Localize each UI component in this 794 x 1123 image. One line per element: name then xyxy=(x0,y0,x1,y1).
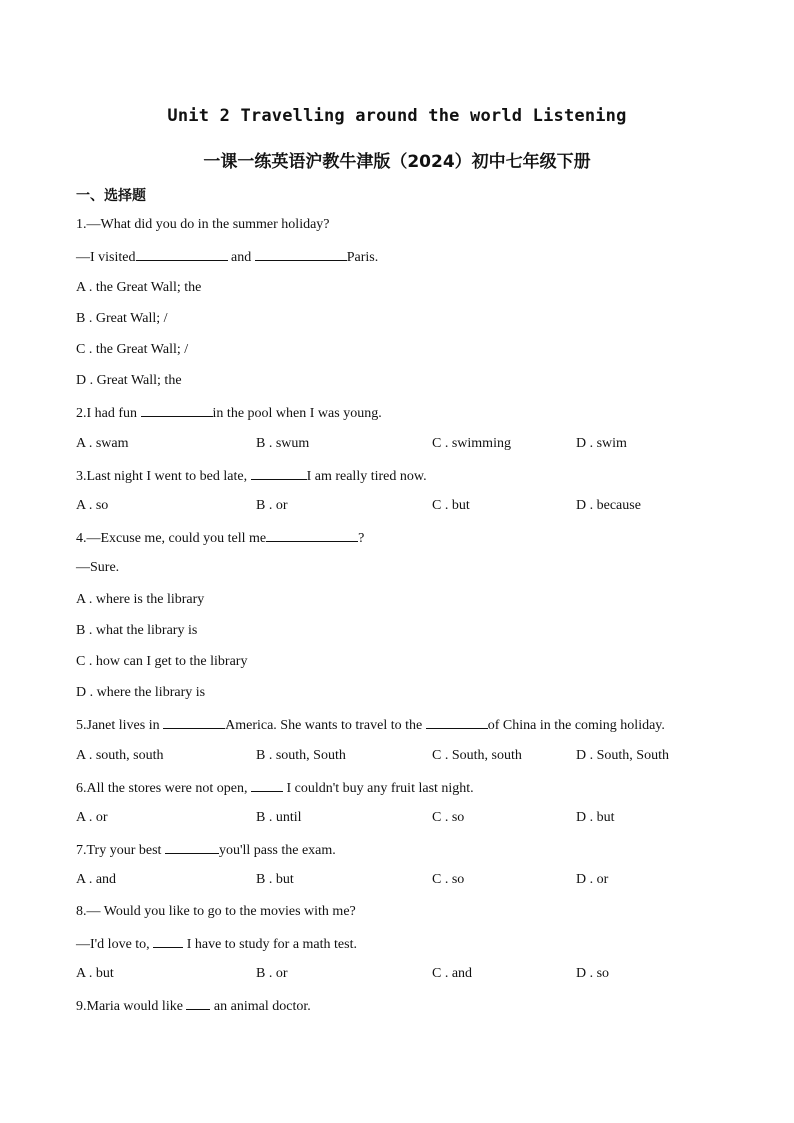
question-3-option-d[interactable]: D . because xyxy=(576,498,641,513)
question-1-line2: —I visited and Paris. xyxy=(76,250,379,265)
question-4-option-c[interactable]: C . how can I get to the library xyxy=(76,654,248,669)
question-1-option-d[interactable]: D . Great Wall; the xyxy=(76,373,182,388)
question-6-option-b[interactable]: B . until xyxy=(256,810,302,825)
question-1-option-c[interactable]: C . the Great Wall; / xyxy=(76,342,189,357)
question-1-option-b[interactable]: B . Great Wall; / xyxy=(76,311,168,326)
answer-blank xyxy=(141,404,213,417)
question-2-option-d[interactable]: D . swim xyxy=(576,436,627,451)
question-5-option-c[interactable]: C . South, south xyxy=(432,748,522,763)
question-2-option-a[interactable]: A . swam xyxy=(76,436,129,451)
answer-blank xyxy=(163,716,225,729)
question-3-stem: 3.Last night I went to bed late, I am really tired now. xyxy=(76,469,427,484)
question-9-stem: 9.Maria would like an animal doctor. xyxy=(76,999,311,1014)
question-7-option-a[interactable]: A . and xyxy=(76,872,117,887)
question-8-stem: 8.— Would you like to go to the movies with me? xyxy=(76,904,356,919)
answer-blank xyxy=(266,529,358,542)
answer-blank xyxy=(165,841,219,854)
question-6-stem: 6.All the stores were not open, I couldn't buy any fruit last night. xyxy=(76,781,474,796)
question-2-option-c[interactable]: C . swimming xyxy=(432,436,511,451)
question-2-option-b[interactable]: B . swum xyxy=(256,436,310,451)
question-7-option-d[interactable]: D . or xyxy=(576,872,609,887)
answer-blank xyxy=(136,248,228,261)
document-title: Unit 2 Travelling around the world Listening xyxy=(167,106,627,126)
question-4-option-d[interactable]: D . where the library is xyxy=(76,685,206,700)
question-7-option-b[interactable]: B . but xyxy=(256,872,294,887)
question-8-option-a[interactable]: A . but xyxy=(76,966,114,981)
question-3-option-c[interactable]: C . but xyxy=(432,498,470,513)
question-6-option-a[interactable]: A . or xyxy=(76,810,108,825)
question-8-line2: —I'd love to, I have to study for a math test. xyxy=(76,937,357,952)
question-4-line2: —Sure. xyxy=(76,560,120,575)
question-5-option-a[interactable]: A . south, south xyxy=(76,748,164,763)
question-6-option-d[interactable]: D . but xyxy=(576,810,615,825)
question-8-option-b[interactable]: B . or xyxy=(256,966,288,981)
answer-blank xyxy=(255,248,347,261)
answer-blank xyxy=(186,997,210,1010)
answer-blank xyxy=(153,935,183,948)
answer-blank xyxy=(251,779,283,792)
question-3-option-b[interactable]: B . or xyxy=(256,498,288,513)
question-8-option-c[interactable]: C . and xyxy=(432,966,473,981)
question-5-option-d[interactable]: D . South, South xyxy=(576,748,669,763)
answer-blank xyxy=(426,716,488,729)
question-4-option-b[interactable]: B . what the library is xyxy=(76,623,198,638)
question-7-option-c[interactable]: C . so xyxy=(432,872,465,887)
section-heading: 一、选择题 xyxy=(76,188,146,204)
question-6-option-c[interactable]: C . so xyxy=(432,810,465,825)
question-5-option-b[interactable]: B . south, South xyxy=(256,748,346,763)
question-1-option-a[interactable]: A . the Great Wall; the xyxy=(76,280,202,295)
question-4-option-a[interactable]: A . where is the library xyxy=(76,592,205,607)
question-8-option-d[interactable]: D . so xyxy=(576,966,610,981)
question-1-stem: 1.—What did you do in the summer holiday? xyxy=(76,217,330,232)
question-7-stem: 7.Try your best you'll pass the exam. xyxy=(76,843,336,858)
question-4-stem: 4.—Excuse me, could you tell me ? xyxy=(76,531,365,546)
question-2-stem: 2.I had fun in the pool when I was young. xyxy=(76,406,382,421)
document-subtitle: 一课一练英语沪教牛津版（2024）初中七年级下册 xyxy=(203,152,591,172)
answer-blank xyxy=(251,467,307,480)
question-3-option-a[interactable]: A . so xyxy=(76,498,109,513)
question-5-stem: 5.Janet lives in America. She wants to travel to the of China in the coming holiday. xyxy=(76,718,665,733)
